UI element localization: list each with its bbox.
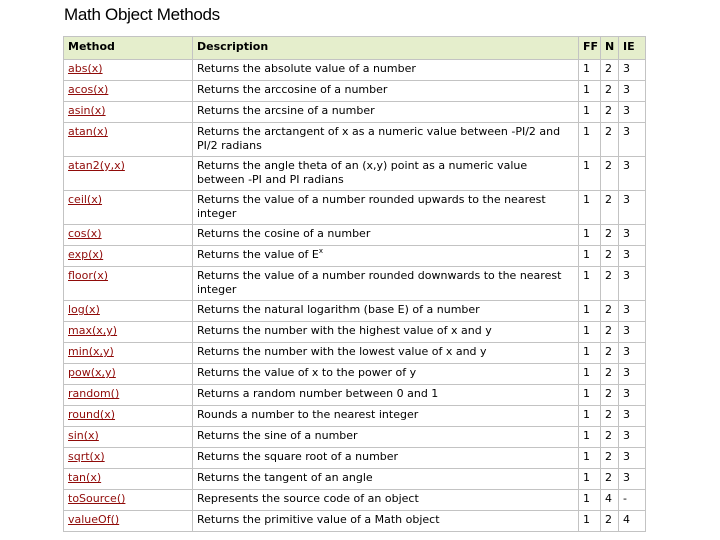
method-link[interactable]: acos(x) [68, 83, 109, 96]
description-superscript: x [318, 247, 324, 255]
method-link[interactable]: abs(x) [68, 62, 103, 75]
method-link[interactable]: tan(x) [68, 471, 102, 484]
ff-version-cell: 1 [579, 123, 601, 157]
description-text: Returns the sine of a number [197, 429, 358, 442]
description-cell [193, 60, 579, 81]
n-version-cell: 2 [601, 301, 619, 322]
table-row [64, 448, 646, 469]
ff-version-cell: 1 [579, 385, 601, 406]
method-cell [64, 60, 193, 81]
description-cell [193, 427, 579, 448]
method-link[interactable]: round(x) [68, 408, 116, 421]
ff-version-cell: 1 [579, 81, 601, 102]
method-link[interactable]: log(x) [68, 303, 100, 316]
ie-version-cell: 3 [619, 322, 646, 343]
ff-version-cell: 1 [579, 469, 601, 490]
description-cell [193, 157, 579, 191]
ie-version-cell: 3 [619, 301, 646, 322]
ie-version-cell: 3 [619, 448, 646, 469]
method-cell [64, 343, 193, 364]
method-cell [64, 191, 193, 225]
description-cell [193, 267, 579, 301]
n-version-cell: 2 [601, 123, 619, 157]
n-version-cell: 2 [601, 364, 619, 385]
method-cell [64, 427, 193, 448]
description-text: Returns the value of a number rounded downwards to the nearest integer [197, 269, 562, 296]
description-text: Returns the value of E [197, 248, 319, 261]
ff-version-cell: 1 [579, 364, 601, 385]
description-cell [193, 490, 579, 511]
table-row [64, 81, 646, 102]
ie-version-cell: 3 [619, 469, 646, 490]
n-version-cell: 2 [601, 322, 619, 343]
method-link[interactable]: min(x,y) [68, 345, 114, 358]
ie-version-cell: 3 [619, 123, 646, 157]
method-cell [64, 469, 193, 490]
header-description: Description [193, 37, 579, 60]
method-link[interactable]: exp(x) [68, 248, 104, 261]
n-version-cell: 2 [601, 102, 619, 123]
method-link[interactable]: atan2(y,x) [68, 159, 125, 172]
n-version-cell: 2 [601, 157, 619, 191]
table-row [64, 343, 646, 364]
method-cell [64, 322, 193, 343]
table-body [64, 60, 646, 532]
description-cell [193, 448, 579, 469]
method-cell [64, 364, 193, 385]
table-row [64, 301, 646, 322]
n-version-cell: 2 [601, 511, 619, 532]
description-text: Returns the absolute value of a number [197, 62, 416, 75]
header-n: N [601, 37, 619, 60]
ff-version-cell: 1 [579, 191, 601, 225]
n-version-cell: 2 [601, 191, 619, 225]
method-link[interactable]: floor(x) [68, 269, 109, 282]
method-link[interactable]: sqrt(x) [68, 450, 105, 463]
table-row [64, 123, 646, 157]
ie-version-cell: 4 [619, 511, 646, 532]
table-row [64, 322, 646, 343]
ff-version-cell: 1 [579, 511, 601, 532]
table-row [64, 246, 646, 267]
n-version-cell: 2 [601, 469, 619, 490]
description-text: Returns the square root of a number [197, 450, 399, 463]
ie-version-cell: 3 [619, 81, 646, 102]
n-version-cell: 2 [601, 406, 619, 427]
description-cell [193, 225, 579, 246]
method-cell [64, 102, 193, 123]
ie-version-cell: 3 [619, 246, 646, 267]
table-row [64, 267, 646, 301]
description-text: Returns the cosine of a number [197, 227, 371, 240]
method-cell [64, 246, 193, 267]
method-cell [64, 490, 193, 511]
ff-version-cell: 1 [579, 406, 601, 427]
table-row [64, 385, 646, 406]
header-ff: FF [579, 37, 601, 60]
method-link[interactable]: asin(x) [68, 104, 106, 117]
method-cell [64, 81, 193, 102]
ie-version-cell: 3 [619, 267, 646, 301]
description-text: Returns the angle theta of an (x,y) point as a numeric value between -PI and PI radians [197, 159, 528, 186]
description-cell [193, 191, 579, 225]
ff-version-cell: 1 [579, 490, 601, 511]
method-link[interactable]: cos(x) [68, 227, 102, 240]
table-row [64, 364, 646, 385]
method-link[interactable]: max(x,y) [68, 324, 118, 337]
description-cell [193, 301, 579, 322]
page-title: Math Object Methods [64, 5, 220, 24]
description-text: Represents the source code of an object [197, 492, 419, 505]
description-text: Returns the tangent of an angle [197, 471, 373, 484]
table-row [64, 157, 646, 191]
table-row [64, 490, 646, 511]
method-cell [64, 225, 193, 246]
ff-version-cell: 1 [579, 267, 601, 301]
method-cell [64, 301, 193, 322]
table-row [64, 225, 646, 246]
method-link[interactable]: atan(x) [68, 125, 108, 138]
table-row [64, 469, 646, 490]
ff-version-cell: 1 [579, 427, 601, 448]
method-link[interactable]: toSource() [68, 492, 126, 505]
table-row [64, 191, 646, 225]
method-cell [64, 511, 193, 532]
description-text: Returns the natural logarithm (base E) of a number [197, 303, 480, 316]
ff-version-cell: 1 [579, 225, 601, 246]
math-methods-table [63, 36, 646, 532]
ff-version-cell: 1 [579, 102, 601, 123]
n-version-cell: 2 [601, 81, 619, 102]
description-text: Returns the arccosine of a number [197, 83, 388, 96]
method-cell [64, 385, 193, 406]
description-text: Rounds a number to the nearest integer [197, 408, 419, 421]
n-version-cell: 2 [601, 246, 619, 267]
description-cell [193, 322, 579, 343]
description-text: Returns the value of x to the power of y [197, 366, 417, 379]
table-row [64, 427, 646, 448]
ie-version-cell: 3 [619, 406, 646, 427]
description-cell [193, 123, 579, 157]
n-version-cell: 2 [601, 225, 619, 246]
table-row [64, 406, 646, 427]
description-text: Returns a random number between 0 and 1 [197, 387, 439, 400]
description-text: Returns the number with the lowest value of x and y [197, 345, 487, 358]
description-text: Returns the primitive value of a Math object [197, 513, 440, 526]
description-cell [193, 406, 579, 427]
method-link[interactable]: random() [68, 387, 120, 400]
description-cell [193, 469, 579, 490]
n-version-cell: 2 [601, 427, 619, 448]
ie-version-cell: 3 [619, 225, 646, 246]
ie-version-cell: 3 [619, 364, 646, 385]
method-link[interactable]: pow(x,y) [68, 366, 116, 379]
table-row [64, 102, 646, 123]
n-version-cell: 4 [601, 490, 619, 511]
description-cell [193, 511, 579, 532]
ff-version-cell: 1 [579, 157, 601, 191]
table-header-row [64, 37, 646, 60]
ff-version-cell: 1 [579, 301, 601, 322]
method-cell [64, 448, 193, 469]
description-text: Returns the arcsine of a number [197, 104, 375, 117]
ie-version-cell: 3 [619, 191, 646, 225]
method-cell [64, 123, 193, 157]
description-cell [193, 364, 579, 385]
ie-version-cell: 3 [619, 343, 646, 364]
header-method: Method [64, 37, 193, 60]
description-cell [193, 343, 579, 364]
description-cell [193, 246, 579, 267]
method-link[interactable]: ceil(x) [68, 193, 103, 206]
ie-version-cell: 3 [619, 157, 646, 191]
ie-version-cell: 3 [619, 385, 646, 406]
ff-version-cell: 1 [579, 60, 601, 81]
n-version-cell: 2 [601, 60, 619, 81]
method-cell [64, 406, 193, 427]
n-version-cell: 2 [601, 343, 619, 364]
table-row [64, 60, 646, 81]
ie-version-cell: - [619, 490, 646, 511]
table-row [64, 511, 646, 532]
ff-version-cell: 1 [579, 448, 601, 469]
description-cell [193, 385, 579, 406]
method-cell [64, 267, 193, 301]
n-version-cell: 2 [601, 448, 619, 469]
method-link[interactable]: sin(x) [68, 429, 99, 442]
ff-version-cell: 1 [579, 343, 601, 364]
description-text: Returns the value of a number rounded upwards to the nearest integer [197, 193, 546, 220]
description-cell [193, 102, 579, 123]
n-version-cell: 2 [601, 385, 619, 406]
ie-version-cell: 3 [619, 427, 646, 448]
description-text: Returns the number with the highest value of x and y [197, 324, 492, 337]
description-text: Returns the arctangent of x as a numeric value between -PI/2 and PI/2 radians [197, 125, 561, 152]
ff-version-cell: 1 [579, 246, 601, 267]
ff-version-cell: 1 [579, 322, 601, 343]
method-link[interactable]: valueOf() [68, 513, 120, 526]
ie-version-cell: 3 [619, 60, 646, 81]
description-cell [193, 81, 579, 102]
n-version-cell: 2 [601, 267, 619, 301]
header-ie: IE [619, 37, 646, 60]
ie-version-cell: 3 [619, 102, 646, 123]
method-cell [64, 157, 193, 191]
